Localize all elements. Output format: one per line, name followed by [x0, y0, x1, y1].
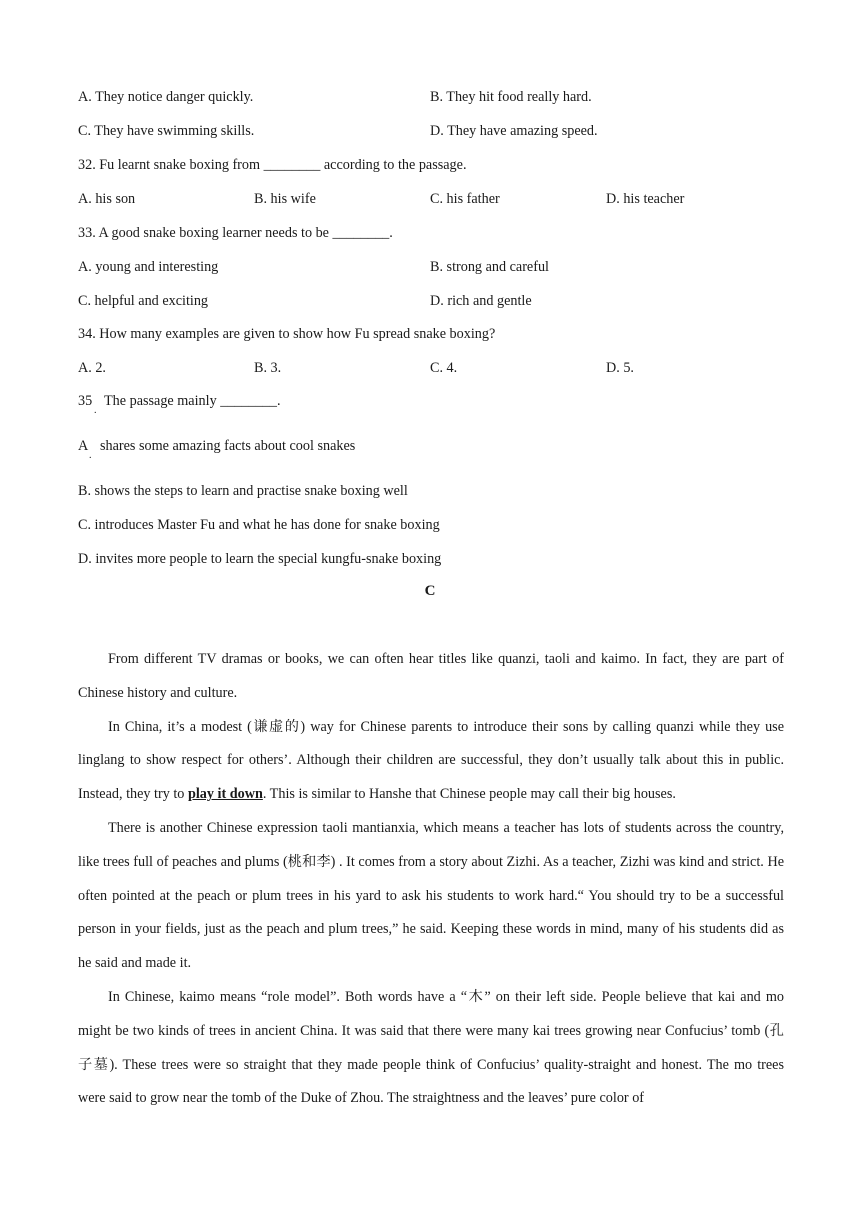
q33-option-c: C. helpful and exciting [78, 293, 209, 309]
q32-option-d: D. his teacher [606, 191, 685, 207]
q35-option-b: B. shows the steps to learn and practise snake boxing well [78, 483, 408, 499]
section-heading: C [424, 583, 436, 599]
q31-option-a: A. They notice danger quickly. [78, 89, 254, 105]
passage-paragraph-4: In Chinese, kaimo means “role model”. Both words have a “木” on their left side. People believe that kai and mo might be two kinds of trees in ancient China. It was said that there were many kai trees growing near Confucius’ tomb (孔子墓). These trees were so straight that they made people think of Confucius’ quality-straight and honest. The mo trees were said to grow near the tomb of the Duke of Zhou. The straightness and the leaves’ pure color of [78, 988, 784, 1107]
q34-option-b: B. 3. [254, 360, 282, 376]
q31-option-d: D. They have amazing speed. [430, 123, 598, 139]
q35-option-a: shares some amazing facts about cool snakes [100, 438, 356, 454]
passage-paragraph-2 [78, 711, 784, 812]
q35-option-a-dot: . [89, 450, 92, 461]
passage-paragraph-1: From different TV dramas or books, we can often hear titles like quanzi, taoli and kaimo. In fact, they are part of Chinese history and culture. [78, 651, 784, 701]
q31-option-b: B. They hit food really hard. [430, 89, 592, 105]
q33-option-a: A. young and interesting [78, 259, 219, 275]
paragraph-2-text-before: In China, it’s a modest (谦虚的) way for Chinese parents to introduce their sons by calling quanzi while they use linglang to show respect for others’. Although their children are successful, they don’t usually talk about this in public. Instead, they try to [78, 718, 784, 803]
q35-number-dot: . [94, 405, 97, 416]
passage-paragraph-3: There is another Chinese expression taoli mantianxia, which means a teacher has lots of students across the country, like trees full of peaches and plums (桃和李) . It comes from a story about Zizhi. As a teacher, Zizhi was kind and strict. He often pointed at the peach or plum trees in his yard to ask his students to work hard.“ You should try to be a successful person in your fields, just as the peach and plum trees,” he said. Keeping these words in mind, many of his students did as he said and made it. [78, 819, 784, 972]
q35-stem: The passage mainly ________. [104, 393, 281, 409]
passage-c [78, 643, 784, 1116]
underlined-phrase: play it down [187, 786, 263, 803]
q32-option-b: B. his wife [254, 191, 316, 207]
q33-option-b: B. strong and careful [430, 259, 549, 275]
q35-option-c: C. introduces Master Fu and what he has done for snake boxing [78, 517, 440, 533]
q35-option-d: D. invites more people to learn the special kungfu-snake boxing [78, 551, 442, 567]
q32-option-a: A. his son [78, 191, 136, 207]
q34-option-c: C. 4. [430, 360, 458, 376]
q34-option-a: A. 2. [78, 360, 106, 376]
q32-option-c: C. his father [430, 191, 500, 207]
q34-stem: 34. How many examples are given to show how Fu spread snake boxing? [78, 326, 496, 342]
q31-option-c: C. They have swimming skills. [78, 123, 255, 139]
q33-stem: 33. A good snake boxing learner needs to be ________. [78, 225, 393, 241]
q32-stem: 32. Fu learnt snake boxing from ________ according to the passage. [78, 157, 467, 173]
paragraph-2-text-after: . This is similar to Hanshe that Chinese people may call their big houses. [262, 786, 676, 803]
q35-number: 35 [78, 393, 93, 409]
q34-option-d: D. 5. [606, 360, 634, 376]
q35-option-a-letter: A [78, 438, 89, 454]
q33-option-d: D. rich and gentle [430, 293, 532, 309]
